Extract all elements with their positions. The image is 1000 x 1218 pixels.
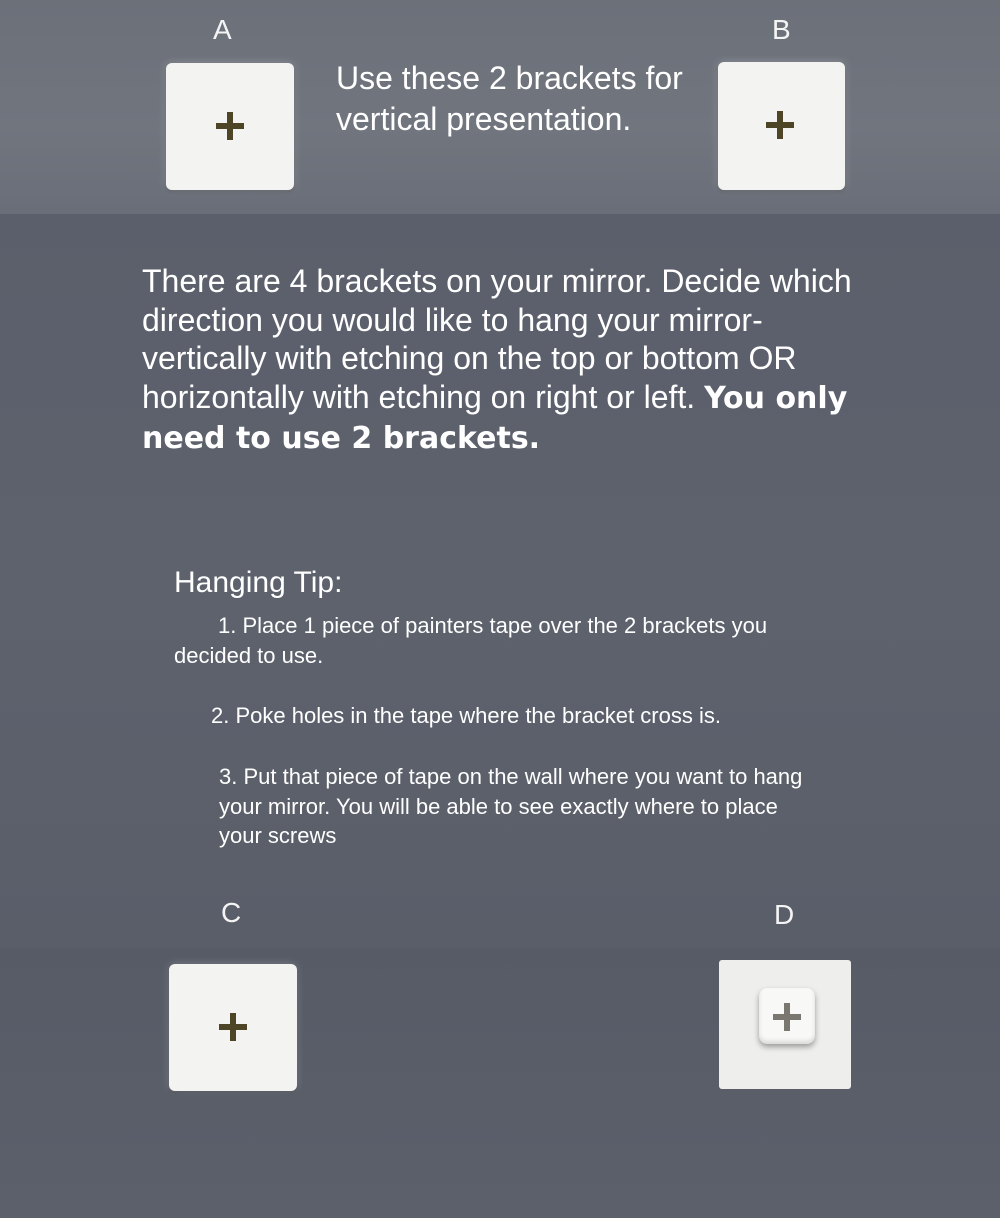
vertical-presentation-note: Use these 2 brackets for vertical presentation.	[336, 60, 683, 137]
bracket-b-label: B	[772, 14, 791, 45]
bracket-c-label: C	[221, 897, 242, 928]
bracket-c	[169, 964, 297, 1091]
cross-slot-icon	[216, 1010, 250, 1044]
bracket-b	[718, 62, 845, 190]
hanging-tip-title: Hanging Tip:	[174, 566, 343, 599]
cross-slot-icon	[763, 108, 797, 142]
bracket-d	[759, 988, 815, 1044]
intro-bold-text: You only need to use 2 brackets.	[142, 380, 848, 456]
cross-slot-icon	[770, 1000, 804, 1034]
bracket-a	[166, 63, 294, 190]
bracket-a-label: A	[213, 14, 232, 45]
cross-slot-icon	[213, 109, 247, 143]
bracket-d-photo	[719, 960, 851, 1089]
tip-step-3: 3. Put that piece of tape on the wall where you want to hang your mirror. You will be able to see exactly where to place your screws	[219, 764, 803, 848]
tip-step-1: 1. Place 1 piece of painters tape over the 2 brackets you decided to use.	[174, 613, 768, 668]
tip-step-2: 2. Poke holes in the tape where the bracket cross is.	[211, 703, 721, 728]
intro-paragraph	[142, 262, 882, 459]
bracket-d-label: D	[774, 899, 795, 930]
intro-text: There are 4 brackets on your mirror. Decide which direction you would like to hang your mirror- vertically with etching on the top or bottom OR horizontally with etching on right or left.	[142, 263, 852, 415]
